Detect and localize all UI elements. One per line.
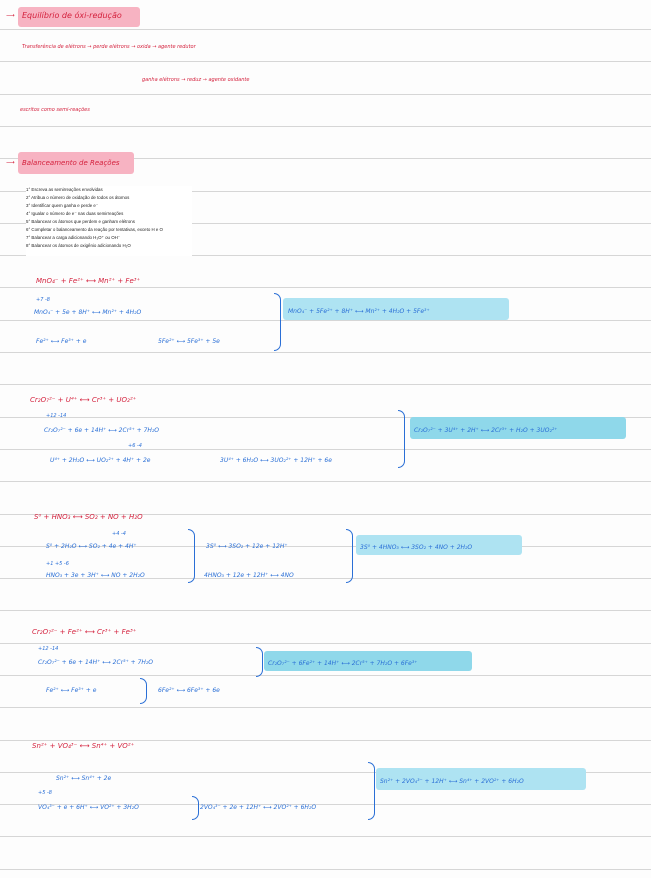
ex3-result: 3S⁰ + 4HNO₃ ⟷ 3SO₂ + 4NO + 2H₂O bbox=[360, 544, 473, 551]
step-item: 8° Balancear os átomos de oxigênio adicionando H₂O bbox=[26, 243, 131, 248]
ex1-ox: +7 -8 bbox=[36, 297, 50, 303]
ruled-line bbox=[0, 675, 651, 676]
ex5-half2b: 2VO₄³⁻ + 2e + 12H⁺ ⟷ 2VO²⁺ + 6H₂O bbox=[200, 804, 317, 811]
brace bbox=[188, 529, 195, 583]
ruled-line bbox=[0, 126, 651, 127]
ruled-line bbox=[0, 384, 651, 385]
ex5-half2: VO₄³⁻ + e + 6H⁺ ⟷ VO²⁺ + 3H₂O bbox=[38, 804, 139, 811]
ex2-half2: U⁴⁺ + 2H₂O ⟷ UO₂²⁺ + 4H⁺ + 2e bbox=[50, 457, 151, 464]
ex4-ox1: +12 -14 bbox=[38, 646, 59, 652]
ex4-result: Cr₂O₇²⁻ + 6Fe²⁺ + 14H⁺ ⟷ 2Cr³⁺ + 7H₂O + 6Fe³⁺ bbox=[268, 660, 418, 667]
ex1-half2: Fe²⁺ ⟷ Fe³⁺ + e bbox=[36, 338, 87, 345]
brace bbox=[368, 762, 375, 820]
steps-list bbox=[26, 186, 192, 256]
ruled-line bbox=[0, 481, 651, 482]
note-line-3: escritos como semi-reações bbox=[20, 107, 90, 113]
brace bbox=[256, 647, 263, 677]
step-item: 2° Atribua o número de oxidação de todos os átomos bbox=[26, 195, 130, 200]
ruled-line bbox=[0, 449, 651, 450]
step-item: 1° Escreva as semirreações envolvidas bbox=[26, 187, 103, 192]
ex4-half1: Cr₂O₇²⁻ + 6e + 14H⁺ ⟷ 2Cr³⁺ + 7H₂O bbox=[38, 659, 154, 666]
ex4-half2: Fe²⁺ ⟷ Fe³⁺ + e bbox=[46, 687, 97, 694]
heading-redox: Equilíbrio de óxi-redução bbox=[22, 11, 122, 20]
ex2-ox2: +6 -4 bbox=[128, 443, 142, 449]
step-item: 5° Balancear os átomos que perdem e ganham elétrons bbox=[26, 219, 135, 224]
ex3-ox2: +1 +5 -6 bbox=[46, 561, 69, 567]
ex4-title: Cr₂O₇²⁻ + Fe²⁺ ⟷ Cr³⁺ + Fe³⁺ bbox=[32, 628, 137, 636]
brace bbox=[346, 529, 353, 583]
ruled-line bbox=[0, 740, 651, 741]
ex2-result: Cr₂O₇²⁻ + 3U⁴⁺ + 2H⁺ ⟷ 2Cr³⁺ + H₂O + 3UO₂²⁺ bbox=[414, 427, 558, 434]
ruled-line bbox=[0, 61, 651, 62]
ruled-line bbox=[0, 287, 651, 288]
ruled-line bbox=[0, 94, 651, 95]
ex3-half2: HNO₃ + 3e + 3H⁺ ⟷ NO + 2H₂O bbox=[46, 572, 145, 579]
ruled-line bbox=[0, 869, 651, 870]
note-line-2: ganha elétrons → reduz → agente oxidante bbox=[142, 77, 250, 83]
ex2-half2b: 3U⁴⁺ + 6H₂O ⟷ 3UO₂²⁺ + 12H⁺ + 6e bbox=[220, 457, 332, 464]
brace bbox=[274, 293, 281, 351]
ruled-line bbox=[0, 610, 651, 611]
bullet-arrow-icon: ⟶ bbox=[6, 159, 15, 166]
ex3-ox1: +4 -4 bbox=[112, 531, 126, 537]
ex3-half1: S⁰ + 2H₂O ⟷ SO₂ + 4e + 4H⁺ bbox=[46, 543, 137, 550]
ex2-title: Cr₂O₇²⁻ + U⁴⁺ ⟷ Cr³⁺ + UO₂²⁺ bbox=[30, 396, 137, 404]
step-item: 4° Igualar o número de e⁻ nas duas semirreações bbox=[26, 211, 124, 216]
ex5-half1: Sn²⁺ ⟷ Sn⁴⁺ + 2e bbox=[56, 775, 112, 782]
brace bbox=[398, 410, 405, 468]
step-item: 6° Completar o balanceamento da reação por tentativas, exceto H e O bbox=[26, 227, 163, 232]
ruled-line bbox=[0, 643, 651, 644]
note-line-1: Transferência de elétrons → perde elétrons → oxida → agente redutor bbox=[22, 44, 196, 50]
ex2-half1: Cr₂O₇²⁻ + 6e + 14H⁺ ⟷ 2Cr³⁺ + 7H₂O bbox=[44, 427, 160, 434]
heading-balancing: Balanceamento de Reações bbox=[22, 159, 120, 167]
ruled-line bbox=[0, 836, 651, 837]
brace bbox=[140, 678, 147, 704]
step-item: 3° Identificar quem ganha e perde e⁻ bbox=[26, 203, 99, 208]
ex3-title: S⁰ + HNO₃ ⟷ SO₂ + NO + H₂O bbox=[34, 513, 143, 521]
bullet-arrow-icon: ⟶ bbox=[6, 12, 15, 19]
ex1-result: MnO₄⁻ + 5Fe²⁺ + 8H⁺ ⟷ Mn²⁺ + 4H₂O + 5Fe³⁺ bbox=[288, 308, 430, 315]
ruled-line bbox=[0, 707, 651, 708]
ruled-line bbox=[0, 352, 651, 353]
ex3-half1b: 3S⁰ ⟷ 3SO₂ + 12e + 12H⁺ bbox=[206, 543, 288, 550]
ex1-title: MnO₄⁻ + Fe²⁺ ⟷ Mn²⁺ + Fe³⁺ bbox=[36, 277, 141, 285]
ex2-ox1: +12 -14 bbox=[46, 413, 67, 419]
ex1-half2b: 5Fe²⁺ ⟷ 5Fe³⁺ + 5e bbox=[158, 338, 220, 345]
ex5-result: Sn²⁺ + 2VO₄³⁻ + 12H⁺ ⟷ Sn⁴⁺ + 2VO²⁺ + 6H₂O bbox=[380, 778, 524, 785]
ruled-line bbox=[0, 29, 651, 30]
ruled-line bbox=[0, 320, 651, 321]
ex4-half2b: 6Fe²⁺ ⟷ 6Fe³⁺ + 6e bbox=[158, 687, 220, 694]
brace bbox=[192, 796, 199, 820]
ex5-ox2: +5 -8 bbox=[38, 790, 52, 796]
step-item: 7° Balancear a carga adicionando H₃O⁺ ou OH⁻ bbox=[26, 235, 121, 240]
ex1-half1: MnO₄⁻ + 5e + 8H⁺ ⟷ Mn²⁺ + 4H₂O bbox=[34, 309, 142, 316]
ex5-title: Sn²⁺ + VO₄³⁻ ⟷ Sn⁴⁺ + VO²⁺ bbox=[32, 742, 135, 750]
ex3-half2b: 4HNO₃ + 12e + 12H⁺ ⟷ 4NO bbox=[204, 572, 294, 579]
